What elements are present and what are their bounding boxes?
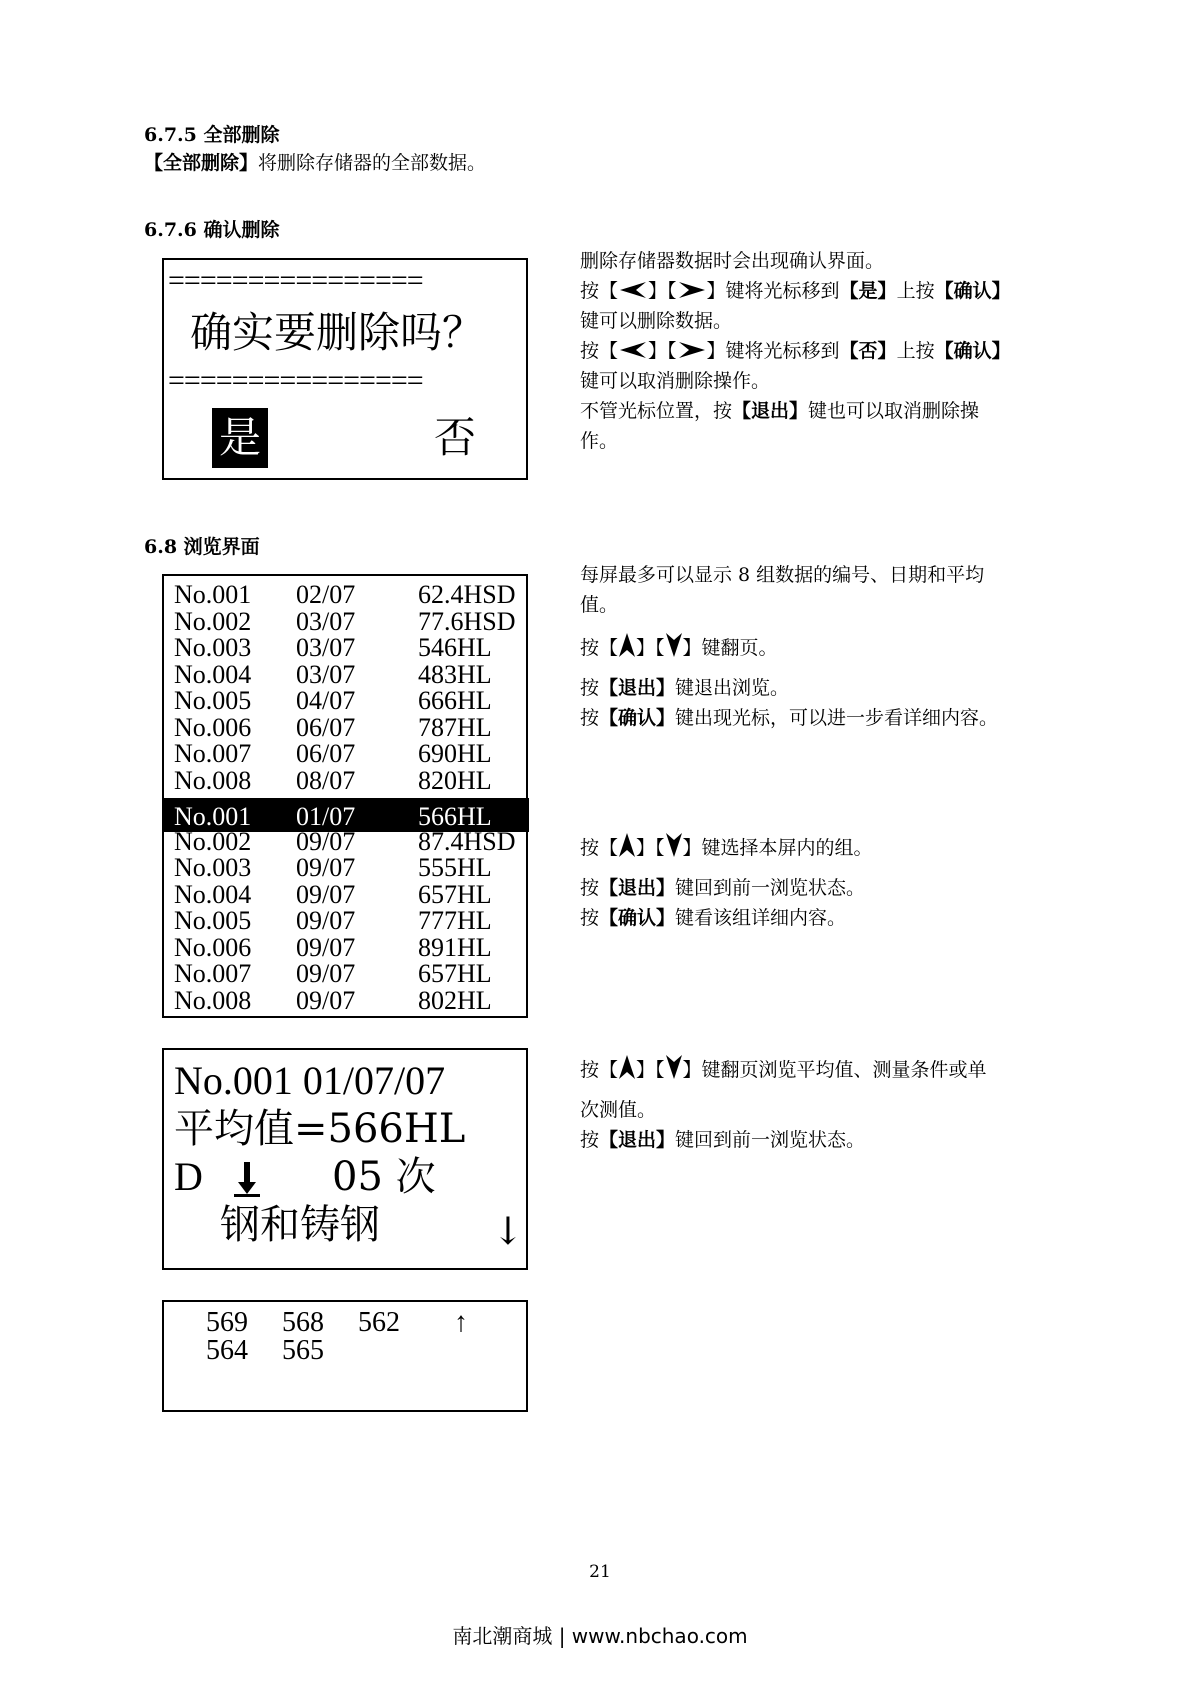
single-measurement-value: 565 <box>282 1335 324 1366</box>
record-value: 690HL <box>418 739 492 768</box>
record-number: No.001 <box>174 802 252 831</box>
left-key-icon <box>618 281 648 299</box>
browse-list-page1 <box>164 582 526 794</box>
record-date: 03/07 <box>296 659 356 689</box>
record-date: 02/07 <box>296 580 356 609</box>
record-date: 04/07 <box>296 686 356 715</box>
up-key-icon <box>618 832 636 858</box>
up-key-icon <box>618 632 636 658</box>
separator-top: ================ <box>168 264 423 297</box>
browse-description-1: 每屏最多可以显示 8 组数据的编号、日期和平均 值。 按【 】【 】键翻页。 按【退出】键退出浏览。 按【确认】键出现光标，可以进一步看详细内容。 <box>580 564 999 729</box>
section-title-6-7-5: 6.7.5 全部删除 <box>144 124 280 146</box>
record-value: 820HL <box>418 765 492 795</box>
record-date: 08/07 <box>296 765 356 795</box>
record-date: 09/07 <box>296 932 356 962</box>
list-item[interactable] <box>174 635 526 661</box>
list-item[interactable] <box>174 712 526 742</box>
record-value: 891HL <box>418 932 492 962</box>
list-item[interactable] <box>174 582 526 608</box>
record-number: No.004 <box>174 659 252 689</box>
list-item[interactable] <box>174 855 526 881</box>
record-number: No.008 <box>174 765 252 795</box>
record-number: No.008 <box>174 985 252 1015</box>
list-item[interactable] <box>174 879 526 909</box>
detail-lcd <box>162 1048 528 1270</box>
record-value: 666HL <box>418 686 492 715</box>
confirm-question: 确实要删除吗？ <box>190 308 485 357</box>
section-text-6-7-5: 【全部删除】将删除存储器的全部数据。 <box>144 152 487 174</box>
single-measurement-value: 569 <box>206 1307 248 1338</box>
browse-list-page2 <box>164 802 526 1014</box>
record-value: 87.4HSD <box>418 826 516 856</box>
record-date: 09/07 <box>296 959 356 988</box>
record-number: No.006 <box>174 932 252 962</box>
right-key-icon <box>677 341 707 359</box>
single-values-lcd <box>162 1300 528 1412</box>
list-item[interactable] <box>174 932 526 962</box>
detail-count: 05 次 <box>332 1154 436 1200</box>
record-number: No.005 <box>174 686 252 715</box>
record-value: 483HL <box>418 659 492 689</box>
record-value: 566HL <box>418 802 492 831</box>
up-key-icon <box>618 1054 636 1080</box>
list-item[interactable] <box>174 961 526 987</box>
record-number: No.004 <box>174 879 252 909</box>
list-item[interactable] <box>174 826 526 856</box>
detail-average: 平均值=566HL <box>174 1106 466 1152</box>
record-number: No.005 <box>174 906 252 935</box>
record-value: 555HL <box>418 853 492 882</box>
record-date: 09/07 <box>296 879 356 909</box>
record-number: No.007 <box>174 739 252 768</box>
yes-option[interactable]: 是 <box>212 408 268 468</box>
record-number: No.006 <box>174 712 252 742</box>
list-item[interactable] <box>174 688 526 714</box>
record-number: No.003 <box>174 853 252 882</box>
detail-id-date: No.001 01/07/07 <box>174 1058 446 1103</box>
record-date: 09/07 <box>296 906 356 935</box>
record-value: 657HL <box>418 959 492 988</box>
record-number: No.002 <box>174 606 252 636</box>
record-value: 802HL <box>418 985 492 1015</box>
section-title-6-7-6: 6.7.6 确认删除 <box>144 219 280 241</box>
down-key-icon <box>665 1054 683 1080</box>
detail-description: 按【 】【 】键翻页浏览平均值、测量条件或单 次测值。 按【退出】键回到前一浏览状态。 <box>580 1054 1080 1155</box>
record-value: 787HL <box>418 712 492 742</box>
single-measurement-value: 568 <box>282 1307 324 1338</box>
confirm-delete-lcd <box>162 258 528 480</box>
record-value: 546HL <box>418 633 492 662</box>
watermark-site: 南北潮商城 | www.nbchao.com <box>452 1624 748 1648</box>
record-date: 06/07 <box>296 739 356 768</box>
record-date: 06/07 <box>296 712 356 742</box>
confirm-delete-description: 删除存储器数据时会出现确认界面。 按【 】【 】键将光标移到【是】上按【确认】 键可以删除数据。 按【 】【 】键将光标移到【否】上按【确认】 键可以取消删除操作。 不管光标位置，按【退出】键也可以取消删除操 作。 <box>580 250 1011 452</box>
record-date: 09/07 <box>296 853 356 882</box>
detail-material: 钢和铸钢 <box>220 1202 380 1248</box>
record-number: No.003 <box>174 633 252 662</box>
separator-bottom: ================ <box>168 364 423 397</box>
record-date: 03/07 <box>296 633 356 662</box>
record-value: 62.4HSD <box>418 580 516 609</box>
list-item[interactable] <box>174 741 526 767</box>
record-date: 03/07 <box>296 606 356 636</box>
list-item[interactable] <box>174 908 526 934</box>
browse-list-lcd <box>162 574 528 1018</box>
record-date: 09/07 <box>296 985 356 1015</box>
record-date: 01/07 <box>296 802 356 831</box>
impact-direction-down-icon <box>232 1160 262 1200</box>
detail-probe-type: D <box>174 1154 203 1199</box>
browse-description-2: 按【 】【 】键选择本屏内的组。 按【退出】键回到前一浏览状态。 按【确认】键看该组详细内容。 <box>580 832 1080 933</box>
record-value: 77.6HSD <box>418 606 516 636</box>
list-item[interactable] <box>174 659 526 689</box>
section-title-6-8: 6.8 浏览界面 <box>144 536 260 558</box>
left-key-icon <box>618 341 648 359</box>
record-number: No.002 <box>174 826 252 856</box>
single-measurement-value: 562 <box>358 1307 400 1338</box>
record-date: 09/07 <box>296 826 356 856</box>
list-item[interactable] <box>174 606 526 636</box>
down-key-icon <box>665 832 683 858</box>
arrow-down-icon: ↓ <box>492 1209 524 1253</box>
record-value: 777HL <box>418 906 492 935</box>
key-label-delete-all: 【全部删除】 <box>144 152 259 174</box>
record-number: No.007 <box>174 959 252 988</box>
record-number: No.001 <box>174 580 252 609</box>
list-item[interactable] <box>174 985 526 1015</box>
no-option[interactable]: 否 <box>434 413 477 462</box>
record-value: 657HL <box>418 879 492 909</box>
list-item[interactable] <box>174 765 526 795</box>
arrow-up-icon: ↑ <box>454 1307 468 1338</box>
single-measurement-value: 564 <box>206 1335 248 1366</box>
down-key-icon <box>665 632 683 658</box>
right-key-icon <box>677 281 707 299</box>
page-number: 21 <box>589 1562 611 1582</box>
